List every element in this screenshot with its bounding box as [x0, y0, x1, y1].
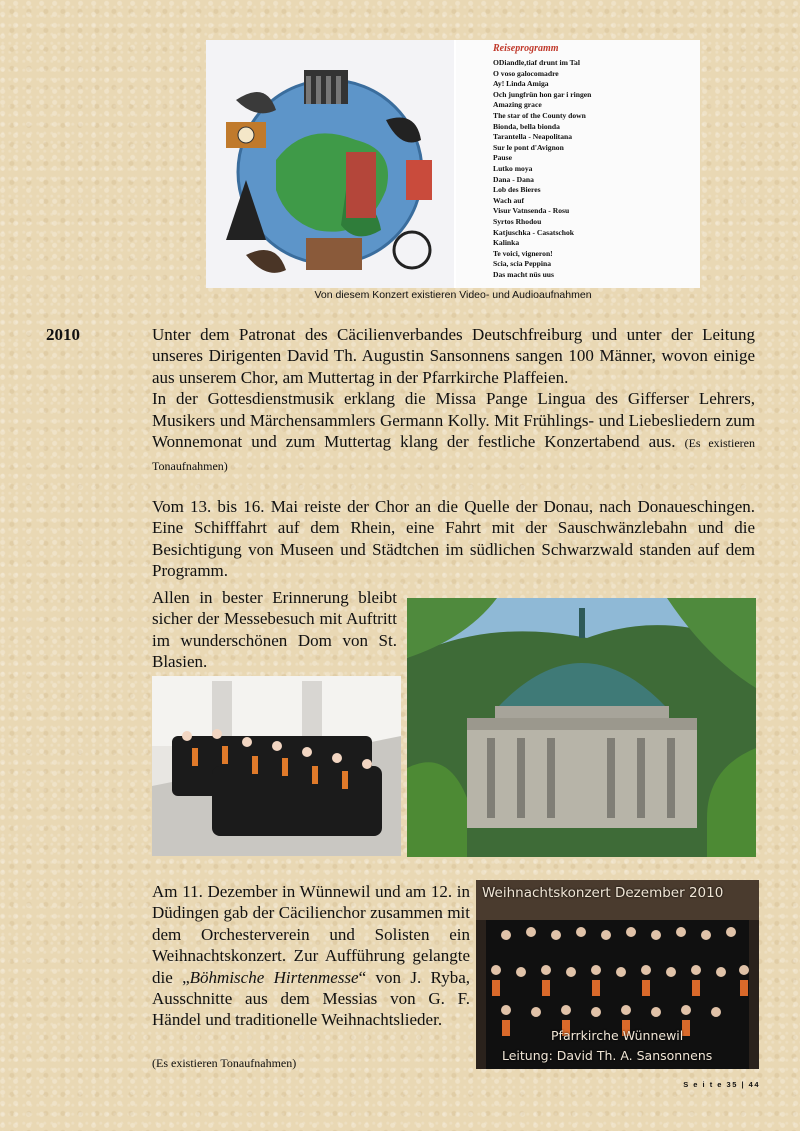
top-figure [206, 40, 700, 288]
program-item: ODiandle,tiaf drunt im Tal [493, 58, 580, 67]
program-item: Lob des Bieres [493, 185, 541, 195]
program-item: Dana - Dana [493, 174, 534, 184]
paragraph-donaueschingen: Vom 13. bis 16. Mai reiste der Chor an die Quelle der Donau, nach Donaueschingen. Eine Schifffahrt auf dem Rhein, eine Fahrt mit der Sauschwänzlebahn und die Besichtigung von Museen und Städtchen im südlichen Schwarzwald standen auf dem Programm. [152, 497, 755, 581]
program-item: Ay! Linda Amiga [493, 79, 549, 89]
program-item: Wach auf [493, 195, 525, 205]
page-number: S e i t e 35 | 44 [683, 1080, 760, 1089]
paragraph-muttertag [152, 324, 755, 478]
paragraph-weihnachtskonzert [152, 881, 470, 1031]
program-item: Tarantella - Neapolitana [493, 132, 573, 142]
globe-illustration [206, 40, 454, 288]
paragraph-st-blasien: Allen in bester Erinnerung bleibt sicher der Messebesuch mit Auftritt im wunderschönen Dom von St. Blasien. [152, 588, 397, 672]
world-drawing [206, 40, 454, 288]
christmas-concert-photo [476, 880, 759, 1069]
program-item: Lutko moya [493, 163, 533, 173]
program-item: Pause [493, 153, 512, 163]
program-item: Visur Vatnsenda - Rosu [493, 206, 570, 216]
program-item: Katjuschka - Casatschok [493, 227, 575, 237]
concert-photo-heading: Weihnachtskonzert Dezember 2010 [482, 885, 724, 901]
work-title: Böhmische Hirtenmesse [189, 967, 359, 987]
program-item: Bionda, bella bionda [493, 121, 560, 131]
program-card [456, 40, 700, 288]
paragraph-text: Am 11. Dezember in Wünnewil und am 12. in Düdingen gab der Cäcilienchor zusammen mit dem Orchesterverein und Solisten ein Weihnachtskonzert. Zur Aufführung gelangte die „ [152, 882, 470, 987]
paragraph-text: Unter dem Patronat des Cäcilienverbandes Deutschfreiburg und unter der Leitung unseres Dirigenten David Th. Augustin Sansonnens sangen 100 Männer, wovon einige aus unserem Chor, am Muttertag in der Pfarrkirche Plaffeien. [152, 325, 755, 387]
paragraph-text: In der Gottesdienstmusik erklang die Missa Pange Lingua des Gifferser Lehrers, Musikers und Märchensammlers Germann Kolly. Mit Frühlings- und Liebesliedern zum Wonnemonat und zum Muttertag klang der festliche Konzertabend aus. [152, 389, 755, 452]
program-item: The star of the County down [493, 110, 586, 120]
year-label: 2010 [46, 325, 80, 344]
program-item: Das macht nüs uus [493, 269, 554, 279]
recording-note: (Es existieren Tonaufnahmen) [152, 436, 755, 474]
program-item: Scia, scia Peppina [493, 259, 552, 269]
concert-photo-place: Pfarrkirche Wünnewil [551, 1028, 684, 1043]
top-figure-caption: Von diesem Konzert existieren Video- und Audioaufnahmen [314, 289, 592, 301]
program-item: Och jungfrün hon gar i ringen [493, 89, 592, 99]
concert-photo-conductor: Leitung: David Th. A. Sansonnens [502, 1048, 713, 1063]
choir-in-dome-photo [152, 676, 401, 856]
program-title: Reiseprogramm [493, 43, 559, 54]
recording-note: (Es existieren Tonaufnahmen) [152, 1056, 297, 1070]
st-blasien-dome-photo [407, 598, 756, 857]
program-item: Sur le pont d'Avignon [493, 142, 564, 152]
program-list [493, 58, 591, 280]
program-item: Kalinka [493, 238, 520, 248]
program-item: Amazing grace [493, 100, 542, 110]
program-item: O voso galocomadre [493, 68, 559, 78]
paragraph-text: “ von J. Ryba, Ausschnitte aus dem Messias von G. F. Händel und traditionelle Weihnachtslieder. [152, 967, 470, 1030]
program-item: Syrtos Rhodou [493, 216, 542, 226]
program-item: Te voici, vigneron! [493, 248, 553, 258]
